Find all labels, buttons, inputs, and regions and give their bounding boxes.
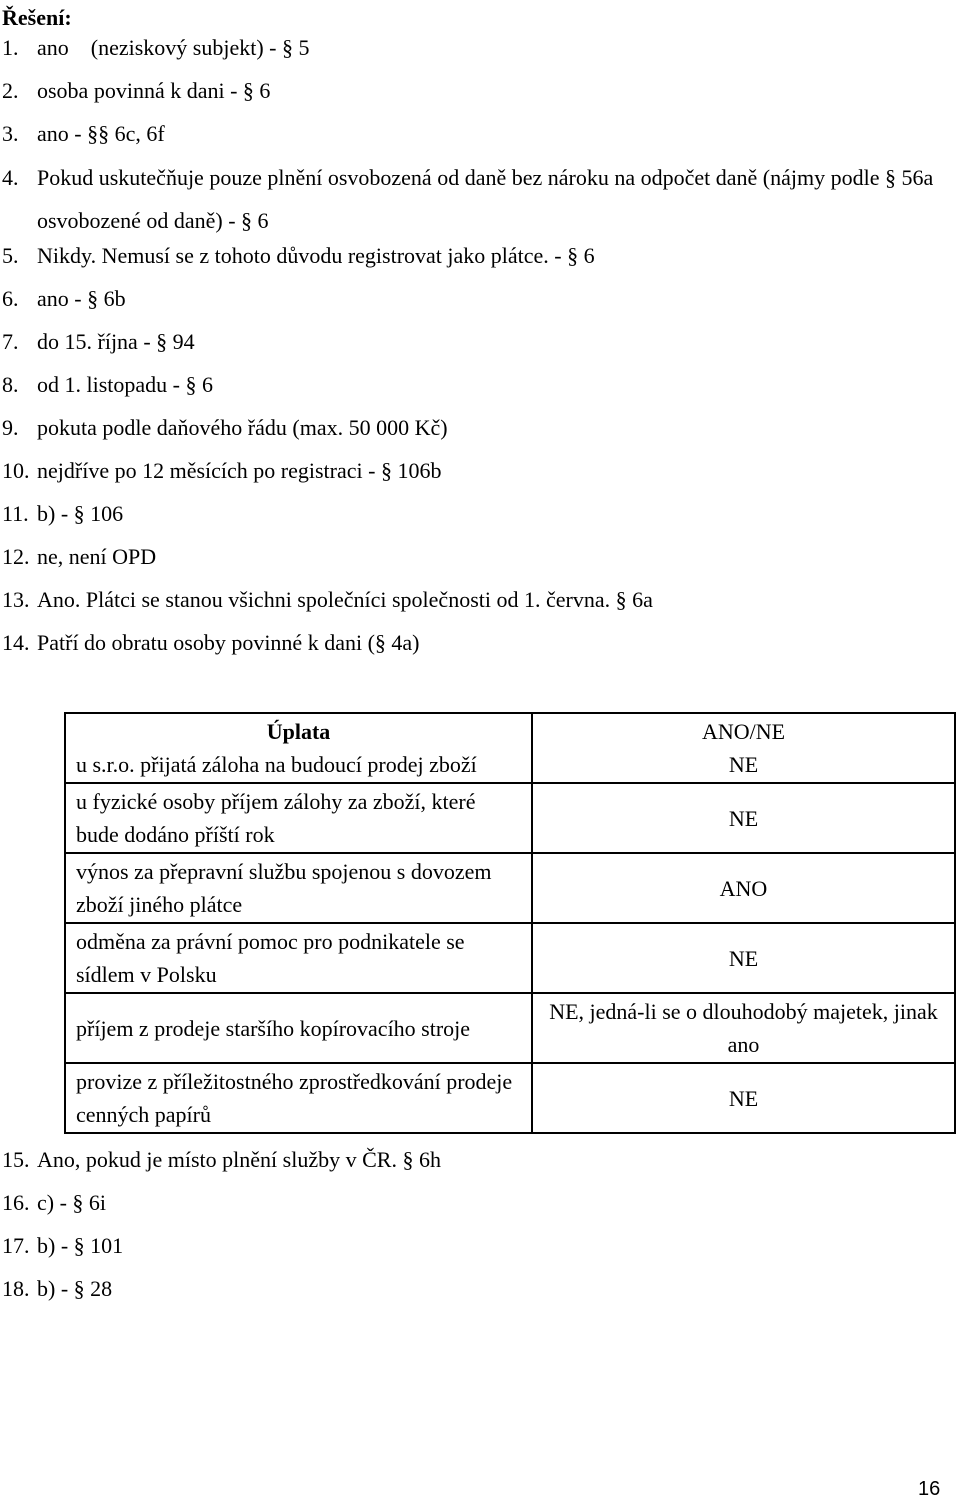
answer-number: 16. [2, 1190, 30, 1215]
table-row [65, 1063, 955, 1133]
answer-number: 11. [2, 501, 29, 526]
answer-number: 5. [2, 243, 19, 268]
answer-text: Nikdy. Nemusí se z tohoto důvodu registrovat jako plátce. - § 6 [37, 243, 595, 268]
table-row-text: u fyzické osoby příjem zálohy za zboží, které bude dodáno příští rok [65, 783, 532, 853]
answer-item-15 [2, 1146, 937, 1174]
answer-text: Ano. Plátci se stanou všichni společníci společnosti od 1. června. § 6a [37, 587, 653, 612]
answer-text: osoba povinná k dani - § 6 [37, 78, 271, 103]
answer-text: ne, není OPD [37, 544, 157, 569]
answer-number: 14. [2, 630, 30, 655]
answer-number: 4. [2, 165, 19, 190]
table-row-text: u s.r.o. přijatá záloha na budoucí prodej zboží [76, 752, 477, 777]
answer-text: b) - § 101 [37, 1233, 124, 1258]
table-cell-header-answer [532, 713, 955, 783]
answer-text: b) - § 28 [37, 1276, 113, 1301]
solution-heading: Řešení: [2, 5, 72, 30]
table-row-text: výnos za přepravní službu spojenou s dovozem zboží jiného plátce [65, 853, 532, 923]
answer-item-11 [2, 500, 937, 528]
answer-item-10 [2, 457, 937, 485]
answer-number: 17. [2, 1233, 30, 1258]
answer-number: 9. [2, 415, 19, 440]
answer-item-16 [2, 1189, 937, 1217]
table-header-row [65, 713, 955, 783]
answer-item-1 [2, 34, 937, 62]
answer-item-5 [2, 242, 937, 270]
answer-item-4 [2, 156, 937, 242]
answer-text: nejdříve po 12 měsících po registraci - § 106b [37, 458, 442, 483]
answer-text: od 1. listopadu - § 6 [37, 372, 213, 397]
answer-item-18 [2, 1275, 937, 1303]
answer-text: Ano, pokud je místo plnění služby v ČR. § 6h [37, 1147, 441, 1172]
table-row [65, 923, 955, 993]
table-row-answer: NE [532, 923, 955, 993]
answer-text: c) - § 6i [37, 1190, 107, 1215]
answer-item-7 [2, 328, 937, 356]
answer-text: pokuta podle daňového řádu (max. 50 000 Kč) [37, 415, 448, 440]
page-number: 16 [918, 1478, 941, 1500]
answer-text: ano - §§ 6c, 6f [37, 121, 165, 146]
answer-item-9 [2, 414, 937, 442]
answer-text: do 15. října - § 94 [37, 329, 195, 354]
answer-text: b) - § 106 [37, 501, 124, 526]
answer-text: Patří do obratu osoby povinné k dani (§ 4a) [37, 630, 420, 655]
answer-item-17 [2, 1232, 937, 1260]
answer-number: 8. [2, 372, 19, 397]
table-row [65, 853, 955, 923]
table-row-answer: NE [532, 783, 955, 853]
table-header-yes-no: ANO/NE [701, 719, 786, 744]
answer-number: 3. [2, 121, 19, 146]
answer-number: 7. [2, 329, 19, 354]
table-row-text: odměna za právní pomoc pro podnikatele se sídlem v Polsku [65, 923, 532, 993]
answer-number: 10. [2, 458, 30, 483]
answers-list-top [2, 34, 937, 672]
table-row-answer: NE [728, 752, 759, 777]
table-cell-header-and-first [65, 713, 532, 783]
table-row-answer: NE, jedná-li se o dlouhodobý majetek, jinak ano [532, 993, 955, 1063]
table-row [65, 783, 955, 853]
answer-item-13 [2, 586, 937, 614]
vat-answers-table [64, 712, 956, 1134]
answer-text: ano (neziskový subjekt) - § 5 [37, 35, 310, 60]
answer-text: ano - § 6b [37, 286, 126, 311]
answer-item-3 [2, 120, 937, 148]
answer-number: 13. [2, 587, 30, 612]
answer-number: 6. [2, 286, 19, 311]
table-row [65, 993, 955, 1063]
answer-number: 1. [2, 35, 19, 60]
answer-number: 12. [2, 544, 30, 569]
table-row-answer: NE [532, 1063, 955, 1133]
answer-item-8 [2, 371, 937, 399]
answers-list-bottom [2, 1146, 937, 1318]
answer-item-14 [2, 629, 937, 657]
table-row-text: příjem z prodeje staršího kopírovacího stroje [65, 993, 532, 1063]
table-row-text: provize z příležitostného zprostředkování prodeje cenných papírů [65, 1063, 532, 1133]
table-header-payment: Úplata [266, 719, 331, 744]
answer-number: 15. [2, 1147, 30, 1172]
answer-item-6 [2, 285, 937, 313]
answer-number: 2. [2, 78, 19, 103]
answer-text: Pokud uskutečňuje pouze plnění osvobozená od daně bez nároku na odpočet daně (nájmy podle § 56a osvobozené od daně) - § 6 [37, 165, 934, 233]
table-row-answer: ANO [532, 853, 955, 923]
answer-item-12 [2, 543, 937, 571]
answer-number: 18. [2, 1276, 30, 1301]
answer-item-2 [2, 77, 937, 105]
